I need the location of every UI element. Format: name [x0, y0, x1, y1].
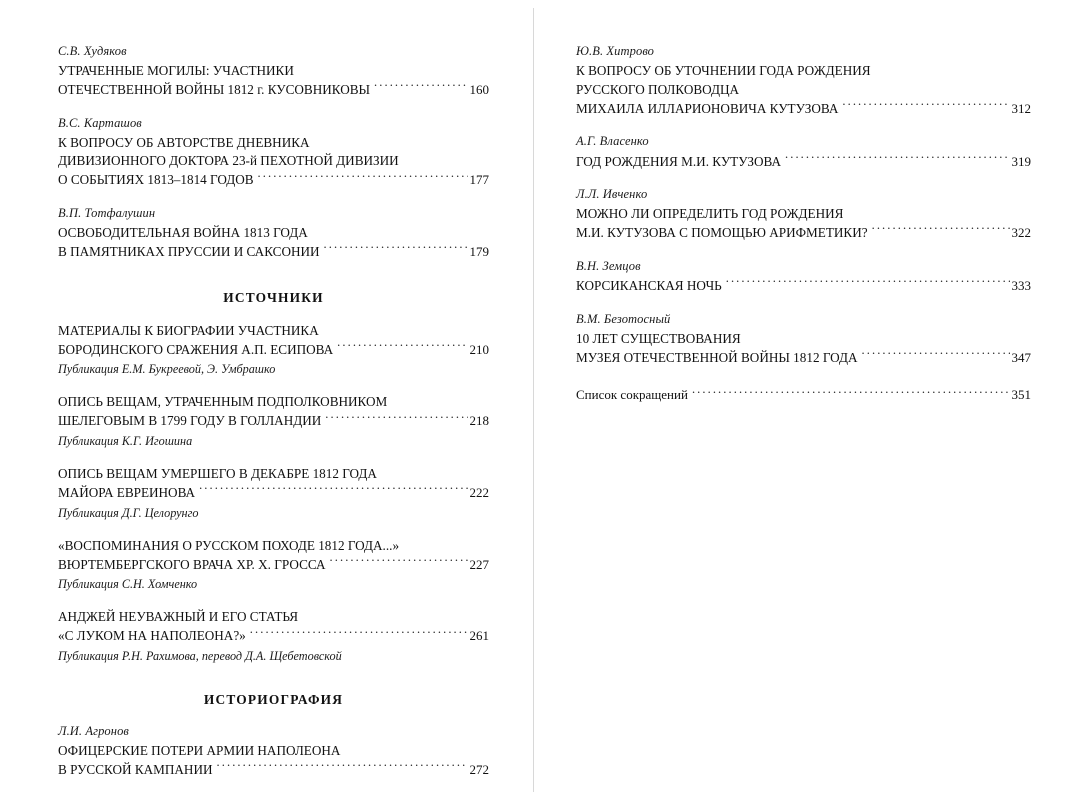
title-text: ОПИСЬ ВЕЩАМ, УТРАЧЕННЫМ ПОДПОЛКОВНИКОМ [58, 394, 388, 410]
toc-entry [576, 44, 1031, 118]
page-number: 179 [469, 243, 489, 259]
dot-leader [785, 152, 1010, 165]
title-line [58, 393, 489, 412]
title-line [576, 330, 1031, 349]
title-text: МИХАИЛА ИЛЛАРИОНОВИЧА КУТУЗОВА [576, 100, 839, 116]
title-line [58, 171, 489, 190]
title-text: ВЮРТЕМБЕРГСКОГО ВРАЧА ХР. Х. ГРОССА [58, 556, 326, 572]
title-text: Список сокращений [576, 386, 688, 402]
entry-title [576, 277, 1031, 296]
toc-entry [576, 134, 1031, 171]
page-number: 319 [1011, 153, 1031, 169]
title-line [58, 224, 489, 243]
title-text: К ВОПРОСУ ОБ АВТОРСТВЕ ДНЕВНИКА [58, 134, 310, 150]
title-line [58, 555, 489, 574]
dot-leader [337, 340, 467, 353]
title-text: АНДЖЕЙ НЕУВАЖНЫЙ И ЕГО СТАТЬЯ [58, 609, 299, 625]
title-text: ОСВОБОДИТЕЛЬНАЯ ВОЙНА 1813 ГОДА [58, 225, 308, 241]
entry-title [576, 205, 1031, 243]
toc-entry [576, 259, 1031, 296]
title-text: 10 ЛЕТ СУЩЕСТВОВАНИЯ [576, 330, 741, 346]
page-number: 227 [469, 556, 489, 572]
entry-title [58, 465, 489, 503]
title-text: МОЖНО ЛИ ОПРЕДЕЛИТЬ ГОД РОЖДЕНИЯ [576, 206, 844, 222]
title-line [58, 537, 489, 556]
toc-entry [58, 393, 489, 449]
entry-title [576, 62, 1031, 118]
title-text: ОТЕЧЕСТВЕННОЙ ВОЙНЫ 1812 г. КУСОВНИКОВЫ [58, 81, 371, 97]
page-number: 347 [1011, 349, 1031, 365]
title-line [58, 152, 489, 171]
toc-entry [58, 116, 489, 190]
title-line [576, 62, 1031, 81]
entry-title [576, 152, 1031, 171]
title-line [58, 465, 489, 484]
entry-author: В.С. Карташов [58, 115, 142, 130]
title-line [576, 349, 1031, 368]
title-line [576, 386, 1031, 403]
dot-leader [217, 761, 468, 774]
entry-publication: Публикация Е.М. Букреевой, Э. Умбрашко [58, 362, 276, 377]
title-text: КОРСИКАНСКАЯ НОЧЬ [576, 278, 722, 294]
title-text: К ВОПРОСУ ОБ УТОЧНЕНИИ ГОДА РОЖДЕНИЯ [576, 63, 871, 78]
entry-title [58, 62, 489, 100]
title-text: РУССКОГО ПОЛКОВОДЦА [576, 81, 740, 97]
dot-leader [324, 243, 468, 256]
title-line [576, 277, 1031, 296]
entry-author: Л.И. Агронов [58, 723, 129, 738]
title-text: ОПИСЬ ВЕЩАМ УМЕРШЕГО В ДЕКАБРЕ 1812 ГОДА [58, 466, 377, 482]
title-text: М.И. КУТУЗОВА С ПОМОЩЬЮ АРИФМЕТИКИ? [576, 225, 868, 241]
page-number: 261 [469, 628, 489, 644]
entry-author: В.П. Тотфалушин [58, 206, 156, 221]
title-line [58, 742, 489, 761]
title-text: «С ЛУКОМ НА НАПОЛЕОНА?» [58, 628, 246, 644]
entry-title [58, 742, 489, 780]
entry-title [58, 134, 489, 190]
toc-entry-abbreviations [576, 386, 1031, 403]
toc-left-column [0, 0, 533, 800]
title-line [576, 99, 1031, 118]
title-line [58, 243, 489, 262]
dot-leader [374, 81, 467, 94]
entry-publication: Публикация Д.Г. Целорунго [58, 505, 199, 520]
title-text: В РУССКОЙ КАМПАНИИ [58, 761, 213, 777]
entry-title [58, 224, 489, 262]
entry-author: В.Н. Земцов [576, 258, 641, 273]
toc-entry [576, 312, 1031, 368]
toc-entry [576, 187, 1031, 243]
dot-leader [250, 627, 468, 640]
page-number: 218 [469, 413, 489, 429]
entry-publication: Публикация К.Г. Игошина [58, 434, 193, 449]
title-line [58, 412, 489, 431]
entry-title [58, 537, 489, 575]
entry-title [58, 608, 489, 646]
dot-leader [692, 386, 1010, 399]
page-number: 312 [1011, 100, 1031, 116]
title-text: ГОД РОЖДЕНИЯ М.И. КУТУЗОВА [576, 153, 781, 169]
page-number: 222 [469, 484, 489, 500]
toc-entry [58, 537, 489, 593]
title-text: МУЗЕЯ ОТЕЧЕСТВЕННОЙ ВОЙНЫ 1812 ГОДА [576, 349, 858, 365]
title-line [58, 761, 489, 780]
title-text: МАТЕРИАЛЫ К БИОГРАФИИ УЧАСТНИКА [58, 322, 319, 338]
title-line [58, 322, 489, 341]
title-text: УТРАЧЕННЫЕ МОГИЛЫ: УЧАСТНИКИ [58, 63, 294, 78]
toc-entry [58, 322, 489, 378]
title-text: ДИВИЗИОННОГО ДОКТОРА 23-й ПЕХОТНОЙ ДИВИЗИИ [58, 153, 399, 169]
toc-entry [58, 206, 489, 262]
dot-leader [872, 224, 1010, 237]
title-text: ОФИЦЕРСКИЕ ПОТЕРИ АРМИИ НАПОЛЕОНА [58, 742, 341, 758]
title-text: ШЕЛЕГОВЫМ В 1799 ГОДУ В ГОЛЛАНДИИ [58, 413, 322, 429]
dot-leader [199, 484, 467, 497]
entry-author: Ю.В. Хитрово [576, 44, 655, 58]
title-text: БОРОДИНСКОГО СРАЖЕНИЯ А.П. ЕСИПОВА [58, 341, 334, 357]
entry-title [58, 322, 489, 360]
page-number: 333 [1011, 278, 1031, 294]
entry-author: В.М. Безотосный [576, 311, 671, 326]
section-heading: ИСТОЧНИКИ [223, 289, 324, 305]
title-text: В ПАМЯТНИКАХ ПРУССИИ И САКСОНИИ [58, 243, 320, 259]
section-heading: ИСТОРИОГРАФИЯ [203, 691, 344, 707]
entry-author: Л.Л. Ивченко [576, 187, 648, 202]
dot-leader [258, 171, 468, 184]
title-line [58, 62, 489, 81]
toc-right-column [534, 0, 1067, 800]
dot-leader [330, 555, 468, 568]
page-number: 351 [1011, 386, 1031, 402]
title-line [58, 340, 489, 359]
entry-author: А.Г. Власенко [576, 134, 649, 149]
page-number: 160 [469, 81, 489, 97]
entry-title [576, 330, 1031, 368]
toc-entry [58, 724, 489, 780]
entry-title [58, 393, 489, 431]
page-number: 272 [469, 761, 489, 777]
page-number: 210 [469, 341, 489, 357]
dot-leader [862, 349, 1010, 362]
title-text: «ВОСПОМИНАНИЯ О РУССКОМ ПОХОДЕ 1812 ГОДА...» [58, 537, 400, 553]
page-number: 322 [1011, 225, 1031, 241]
toc-entry [58, 44, 489, 100]
title-line [58, 608, 489, 627]
toc-entry [58, 608, 489, 664]
title-line [58, 484, 489, 503]
dot-leader [325, 412, 467, 425]
title-text: МАЙОРА ЕВРЕИНОВА [58, 484, 196, 500]
dot-leader [726, 277, 1010, 290]
entry-publication: Публикация С.Н. Хомченко [58, 577, 198, 592]
dot-leader [842, 99, 1009, 112]
title-line [58, 81, 489, 100]
entry-author: С.В. Худяков [58, 44, 127, 58]
title-line [576, 81, 1031, 100]
entry-publication: Публикация Р.Н. Рахимова, перевод Д.А. Щебетовской [58, 648, 342, 663]
title-text: О СОБЫТИЯХ 1813–1814 ГОДОВ [58, 172, 254, 188]
title-line [576, 224, 1031, 243]
title-line [58, 134, 489, 153]
page-number: 177 [469, 172, 489, 188]
title-line [58, 627, 489, 646]
toc-entry [58, 465, 489, 521]
title-line [576, 205, 1031, 224]
title-line [576, 152, 1031, 171]
